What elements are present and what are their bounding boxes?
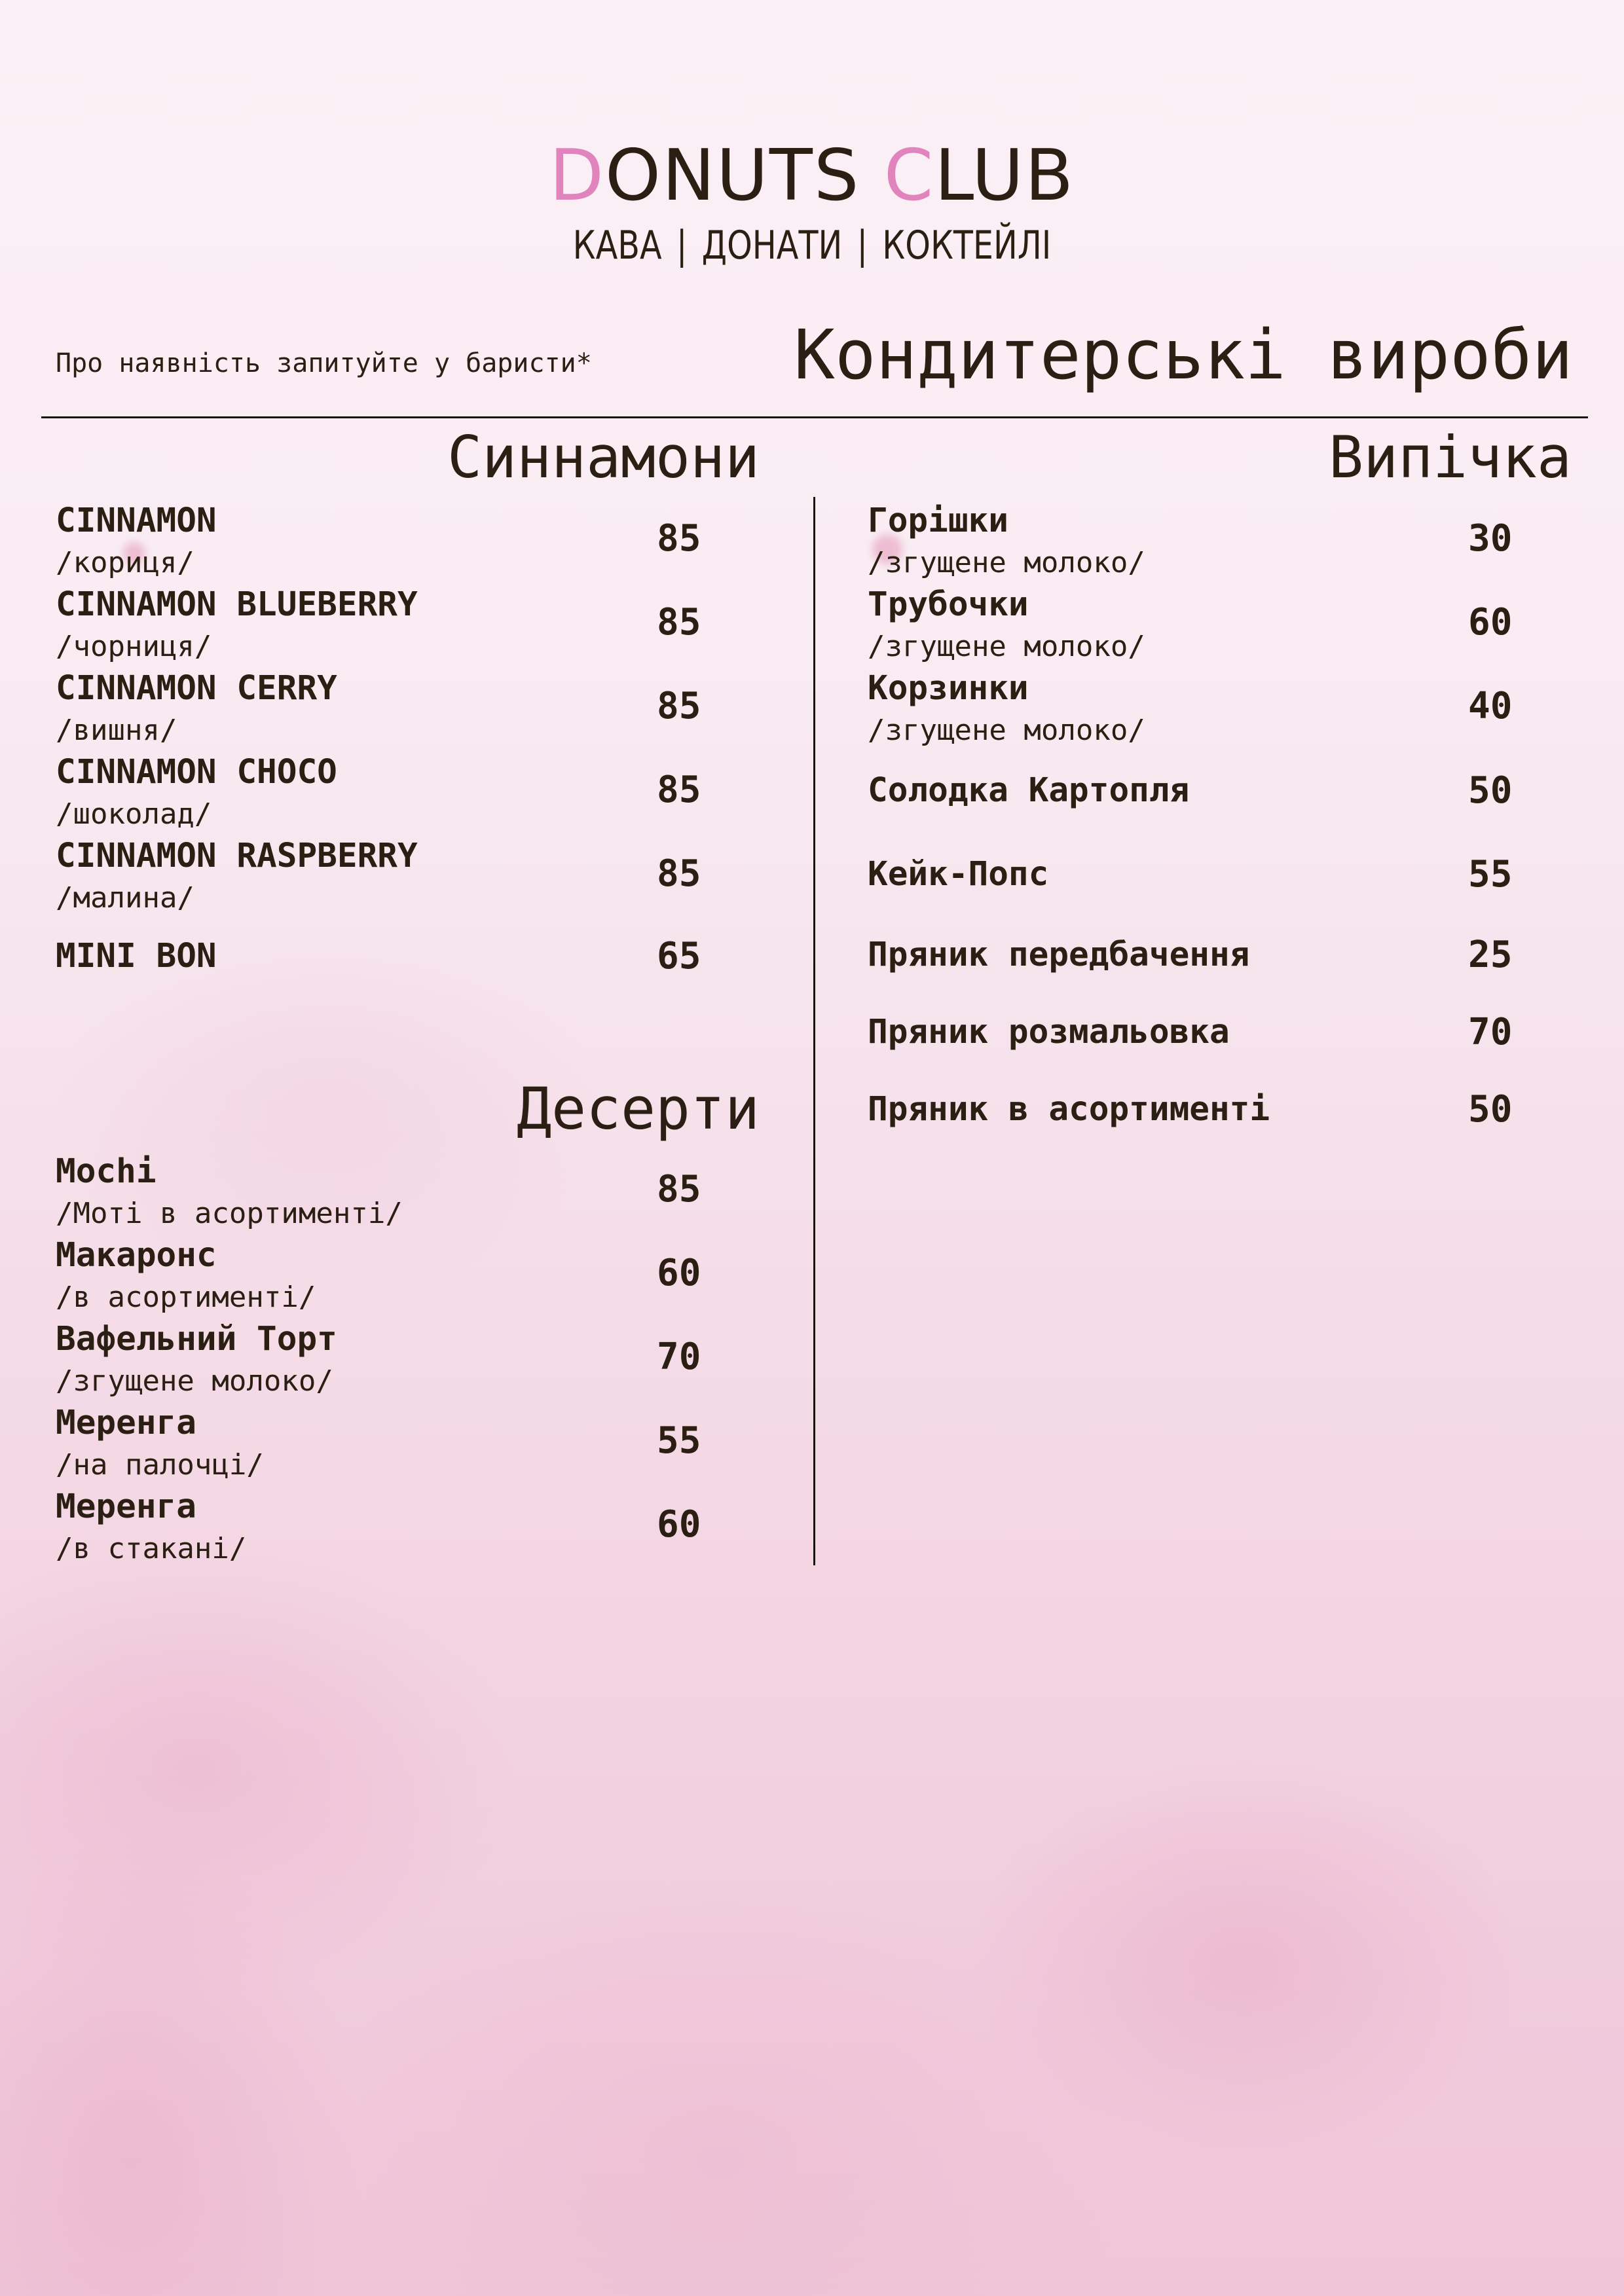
item-price: 60 xyxy=(657,1503,701,1546)
item-price: 85 xyxy=(657,1168,701,1211)
item-description: /малина/ xyxy=(56,881,194,915)
brand-logo xyxy=(0,135,1624,217)
brand-accent-letter: D xyxy=(549,135,606,217)
item-description: /в стакані/ xyxy=(56,1532,247,1565)
menu-item xyxy=(868,769,1513,812)
item-price: 65 xyxy=(657,935,701,977)
menu-item xyxy=(868,934,1513,976)
item-name: CINNAMON CERRY xyxy=(56,669,337,708)
item-description: /згущене молоко/ xyxy=(56,1364,333,1398)
item-name: CINNAMON RASPBERRY xyxy=(56,837,418,875)
section-title-pastry: Випічка xyxy=(1329,424,1572,491)
brand-accent-letter: C xyxy=(883,135,935,217)
menu-item xyxy=(868,1011,1513,1053)
menu-item xyxy=(56,669,701,747)
section-title-desserts: Десерти xyxy=(517,1075,760,1142)
item-description: /шоколад/ xyxy=(56,797,212,831)
item-name: CINNAMON xyxy=(56,501,217,540)
item-name: Меренга xyxy=(56,1487,196,1526)
item-name: Солодка Картопля xyxy=(868,771,1190,810)
item-price: 85 xyxy=(657,769,701,811)
item-name: Пряник в асортименті xyxy=(868,1090,1270,1129)
item-price: 60 xyxy=(657,1252,701,1294)
menu-item xyxy=(56,753,701,831)
menu-item xyxy=(56,585,701,663)
item-name: CINNAMON BLUEBERRY xyxy=(56,585,418,624)
item-name: Кейк-Попс xyxy=(868,855,1049,894)
item-description: /чорниця/ xyxy=(56,630,212,663)
item-name: CINNAMON CHOCO xyxy=(56,753,337,792)
item-price: 85 xyxy=(657,517,701,560)
item-name: Mochi xyxy=(56,1152,157,1191)
item-name: Макаронс xyxy=(56,1236,217,1275)
item-description: /згущене молоко/ xyxy=(868,546,1145,579)
availability-note: Про наявність запитуйте у баристи* xyxy=(56,348,592,378)
section-title-cinnamons: Синнамони xyxy=(447,424,760,491)
menu-item xyxy=(56,1152,701,1230)
brand-text: ONUTS xyxy=(605,135,884,217)
item-price: 50 xyxy=(1468,1088,1513,1131)
item-name: Трубочки xyxy=(868,585,1029,624)
item-price: 55 xyxy=(657,1419,701,1462)
menu-item xyxy=(56,1404,701,1482)
header-divider xyxy=(41,416,1588,418)
menu-item xyxy=(868,1088,1513,1131)
item-description: /вишня/ xyxy=(56,714,177,747)
item-description: /на палочці/ xyxy=(56,1448,264,1482)
menu-item xyxy=(56,1320,701,1398)
item-name: MINI BON xyxy=(56,937,217,975)
item-name: Горішки xyxy=(868,501,1008,540)
item-description: /кориця/ xyxy=(56,546,194,579)
menu-item xyxy=(56,935,701,977)
item-name: Пряник розмальовка xyxy=(868,1013,1230,1051)
page-title: Кондитерські вироби xyxy=(794,315,1573,395)
item-price: 30 xyxy=(1468,517,1513,560)
menu-item xyxy=(56,1487,701,1565)
item-price: 40 xyxy=(1468,685,1513,727)
tagline: КАВА | ДОНАТИ | КОКТЕЙЛІ xyxy=(572,223,1052,268)
brand-text: LUB xyxy=(934,135,1075,217)
item-price: 85 xyxy=(657,601,701,644)
item-price: 50 xyxy=(1468,769,1513,812)
item-name: Пряник передбачення xyxy=(868,936,1250,974)
menu-item xyxy=(56,501,701,579)
item-name: Вафельний Торт xyxy=(56,1320,337,1358)
item-description: /згущене молоко/ xyxy=(868,630,1145,663)
item-price: 85 xyxy=(657,685,701,727)
menu-item xyxy=(56,837,701,915)
item-description: /Моті в асортименті/ xyxy=(56,1197,403,1230)
column-divider xyxy=(813,497,815,1565)
item-name: Меренга xyxy=(56,1404,196,1442)
item-description: /в асортименті/ xyxy=(56,1281,316,1314)
item-price: 70 xyxy=(657,1336,701,1378)
menu-item xyxy=(868,853,1513,896)
menu-item xyxy=(56,1236,701,1314)
item-price: 60 xyxy=(1468,601,1513,644)
item-price: 55 xyxy=(1468,853,1513,896)
item-price: 70 xyxy=(1468,1011,1513,1053)
item-name: Корзинки xyxy=(868,669,1029,708)
item-description: /згущене молоко/ xyxy=(868,714,1145,747)
menu-item xyxy=(868,669,1513,747)
item-price: 85 xyxy=(657,852,701,895)
item-price: 25 xyxy=(1468,934,1513,976)
menu-item xyxy=(868,501,1513,579)
menu-item xyxy=(868,585,1513,663)
